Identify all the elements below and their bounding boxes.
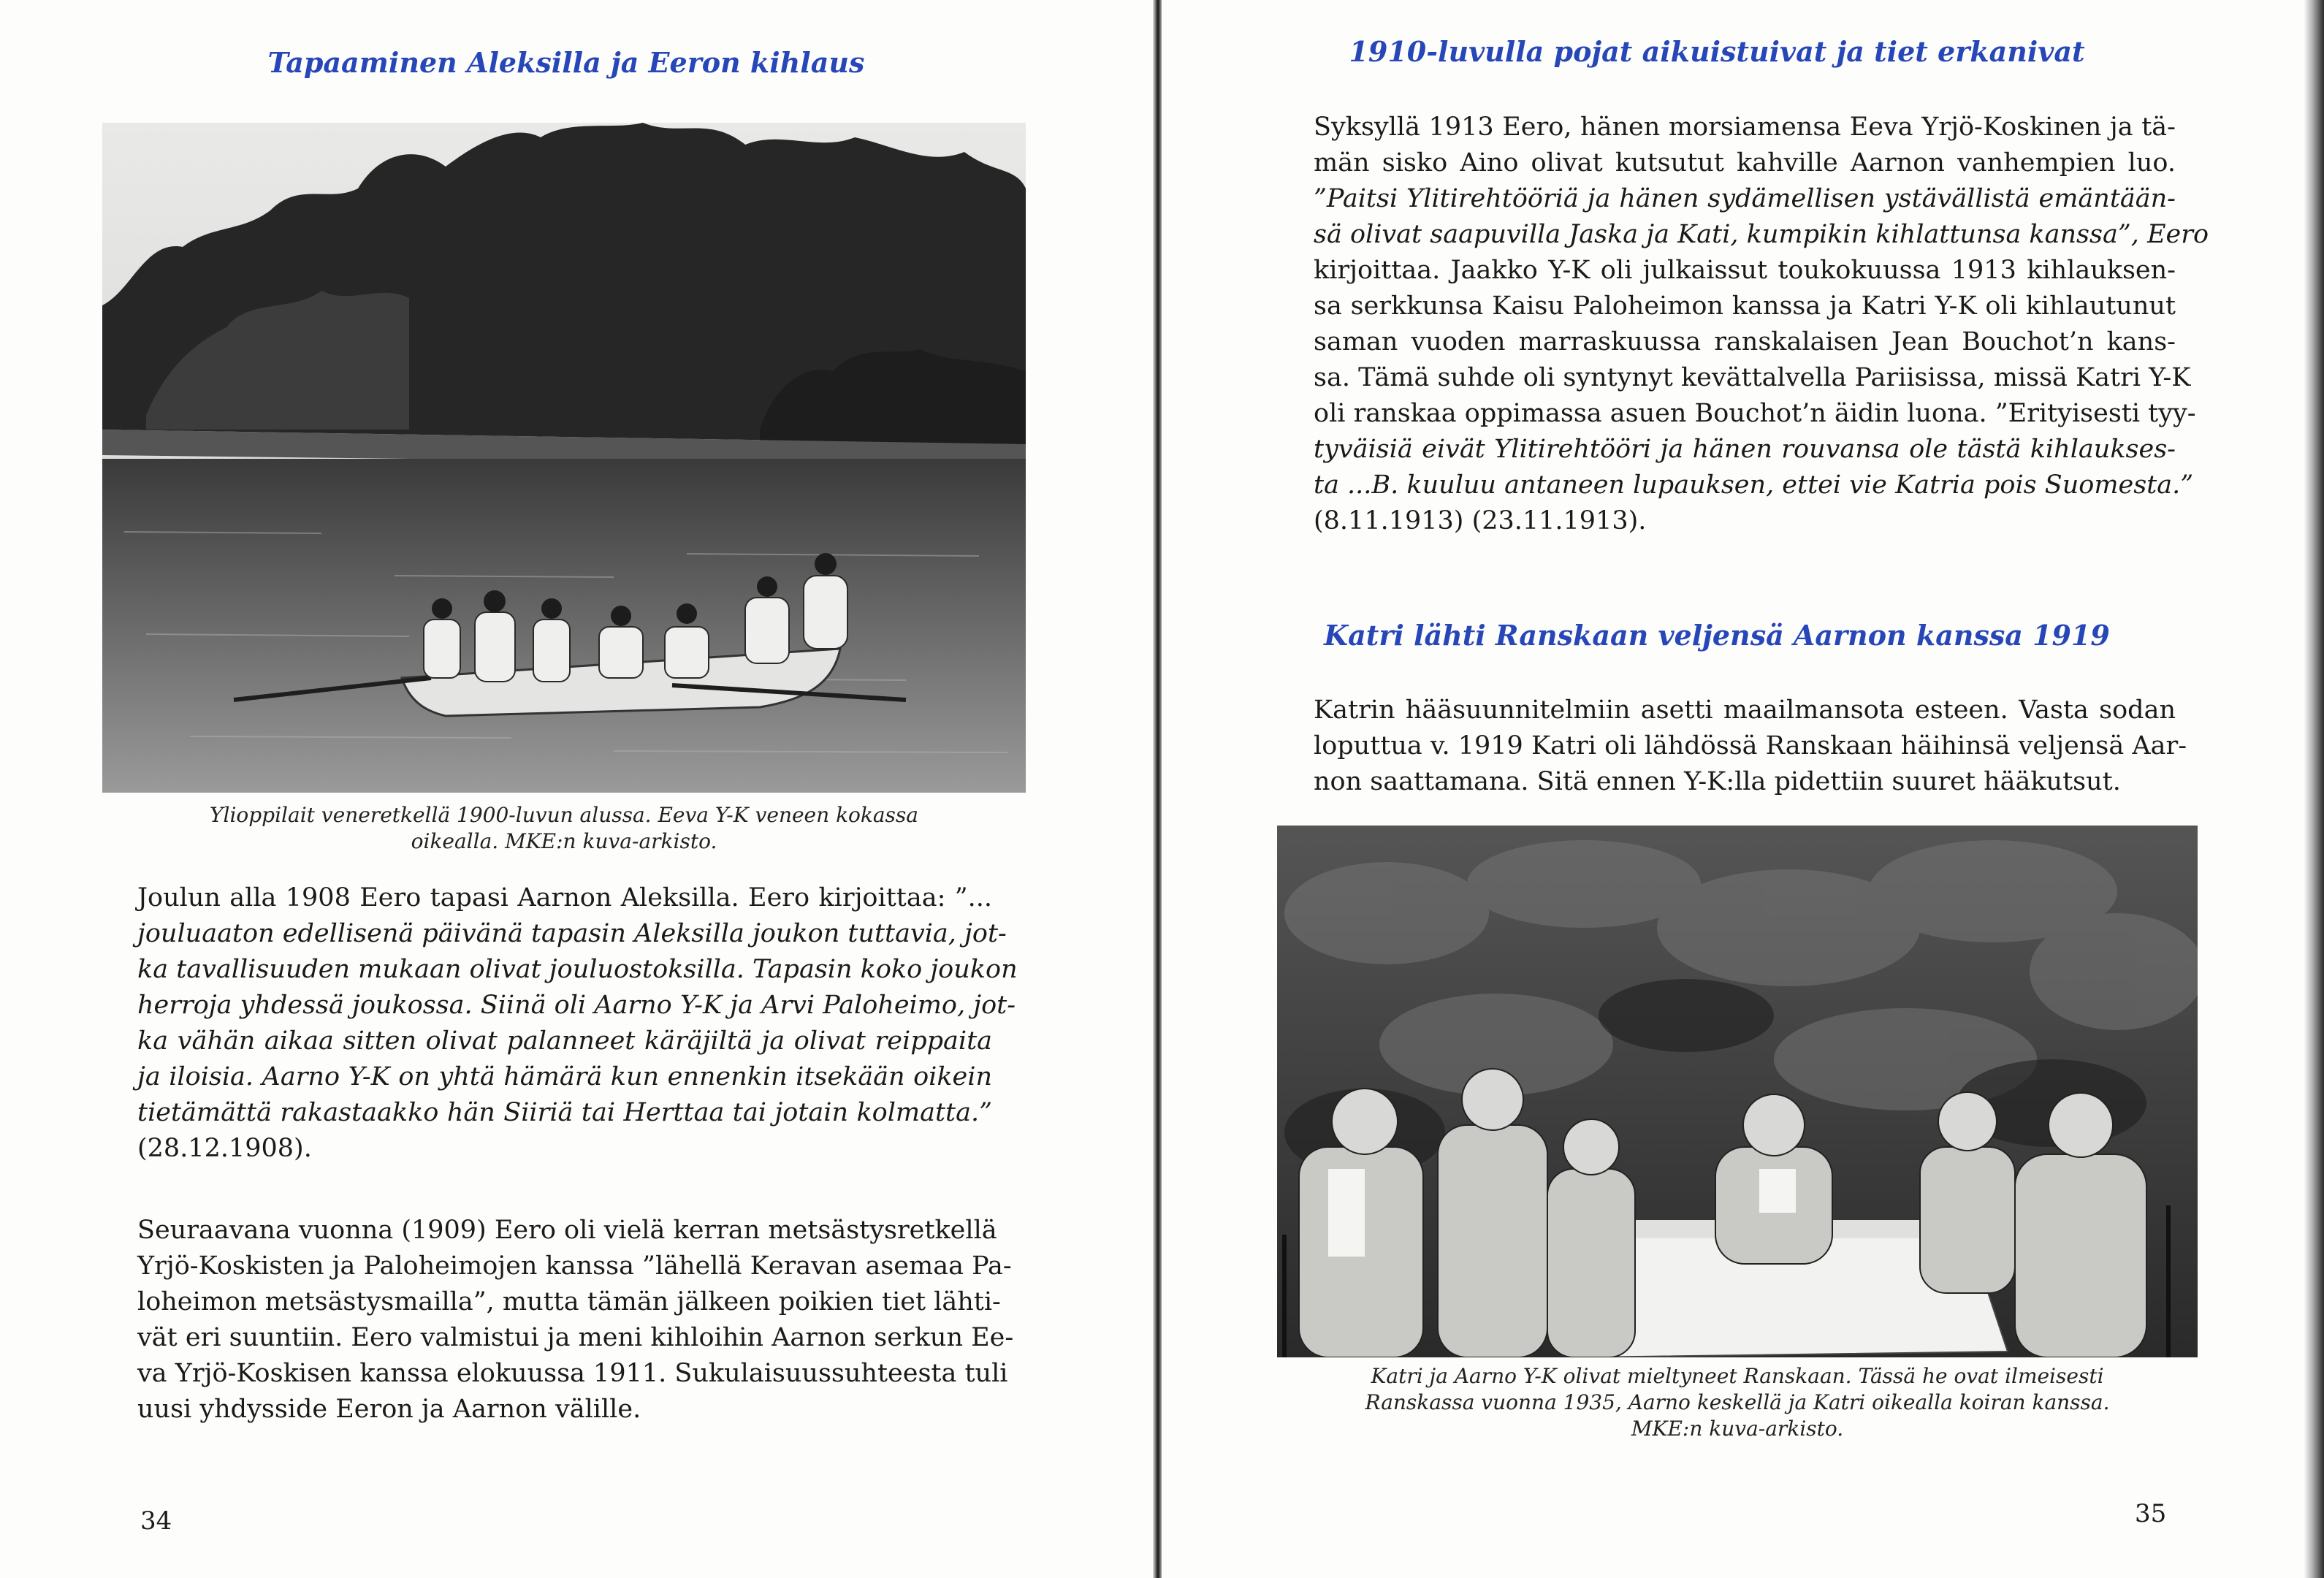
- page-number-right: 35: [2135, 1499, 2167, 1528]
- text-line: ka vähän aikaa sitten olivat palanneet käräjiltä ja olivat reippaita: [137, 1026, 992, 1056]
- text-line: Syksyllä 1913 Eero, hänen morsiamensa Eeva Yrjö-Koskinen ja tä-: [1314, 113, 2176, 142]
- caption-line: Ylioppilait veneretkellä 1900-luvun alussa. Eeva Y-K veneen kokassa: [210, 803, 918, 827]
- right-paragraph-2: [1314, 693, 2187, 800]
- text-line: loputtua v. 1919 Katri oli lähdössä Ranskaan häihinsä veljensä Aar-: [1314, 731, 2187, 761]
- text-line: Katrin hääsuunnitelmiin asetti maailmansota esteen. Vasta sodan: [1314, 695, 2176, 725]
- text-line: non saattamana. Sitä ennen Y-K:lla pidettiin suuret hääkutsut.: [1314, 767, 2121, 796]
- caption-line: MKE:n kuva-arkisto.: [1631, 1417, 1844, 1441]
- text-line: kirjoittaa. Jaakko Y-K oli julkaissut toukokuussa 1913 kihlauksen-: [1314, 256, 2176, 285]
- text-line: vät eri suuntiin. Eero valmistui ja meni kihloihin Aarnon serkun Ee-: [137, 1323, 1014, 1352]
- right-paragraph-1: [1314, 110, 2209, 539]
- text-line: sa serkkunsa Kaisu Paloheimon kanssa ja Katri Y-K oli kihlautunut: [1314, 291, 2176, 321]
- text-line: loheimon metsästysmailla”, mutta tämän jälkeen poikien tiet lähti-: [137, 1287, 1001, 1316]
- right-page-heading-1: 1910-luvulla pojat aikuistuivat ja tiet erkanivat: [1349, 35, 2085, 68]
- text-line: tyväisiä eivät Ylitirehtööri ja hänen rouvansa ole tästä kihlaukses-: [1314, 435, 2176, 464]
- caption-line: oikealla. MKE:n kuva-arkisto.: [411, 829, 717, 853]
- text-line: Joulun alla 1908 Eero tapasi Aarnon Aleksilla. Eero kirjoittaa: ”...: [137, 883, 992, 912]
- right-page: [1162, 0, 2324, 1578]
- text-line: (28.12.1908).: [137, 1134, 312, 1163]
- text-line: ka tavallisuuden mukaan olivat jouluostoksilla. Tapasin koko joukon: [137, 955, 1018, 984]
- text-line: Seuraavana vuonna (1909) Eero oli vielä kerran metsästysretkellä: [137, 1216, 997, 1245]
- rowing-boat-photo-image: [102, 123, 1026, 793]
- photo2-caption: [1277, 1363, 2198, 1442]
- text-line: (8.11.1913) (23.11.1913).: [1314, 506, 1647, 535]
- text-line: tietämättä rakastaakko hän Siiriä tai Herttaa tai jotain kolmatta.”: [137, 1098, 992, 1127]
- photo1-caption: [102, 802, 1026, 855]
- text-line: sä olivat saapuvilla Jaska ja Kati, kumpikin kihlattunsa kanssa”, Eero: [1314, 220, 2209, 249]
- garden-table-photo-image: [1277, 826, 2198, 1357]
- caption-line: Ranskassa vuonna 1935, Aarno keskellä ja Katri oikealla koiran kanssa.: [1365, 1390, 2110, 1414]
- text-line: saman vuoden marraskuussa ranskalaisen Jean Bouchot’n kans-: [1314, 327, 2176, 357]
- book-right-edge: [2304, 0, 2324, 1578]
- text-line: ja iloisia. Aarno Y-K on yhtä hämärä kun ennenkin itsekään oikein: [137, 1062, 992, 1091]
- text-line: herroja yhdessä joukossa. Siinä oli Aarno Y-K ja Arvi Paloheimo, jot-: [137, 991, 1016, 1020]
- text-line: ta ...B. kuuluu antaneen lupauksen, ettei vie Katria pois Suomesta.”: [1314, 470, 2194, 500]
- right-page-heading-2: Katri lähti Ranskaan veljensä Aarnon kanssa 1919: [1324, 619, 2110, 652]
- text-line: va Yrjö-Koskisen kanssa elokuussa 1911. Sukulaisuussuhteesta tuli: [137, 1359, 1008, 1388]
- left-paragraph-2: [137, 1213, 1014, 1428]
- caption-line: Katri ja Aarno Y-K olivat mieltyneet Ranskaan. Tässä he ovat ilmeisesti: [1371, 1364, 2104, 1388]
- text-line: jouluaaton edellisenä päivänä tapasin Aleksilla joukon tuttavia, jot-: [137, 919, 1007, 948]
- page-number-left: 34: [140, 1506, 172, 1536]
- text-line: uusi yhdysside Eeron ja Aarnon välille.: [137, 1395, 641, 1424]
- text-line: oli ranskaa oppimassa asuen Bouchot’n äidin luona. ”Erityisesti tyy-: [1314, 399, 2196, 428]
- text-line: sa. Tämä suhde oli syntynyt kevättalvella Pariisissa, missä Katri Y-K: [1314, 363, 2191, 392]
- text-line: män sisko Aino olivat kutsutut kahville Aarnon vanhempien luo.: [1314, 148, 2176, 178]
- text-line: Yrjö-Koskisten ja Paloheimojen kanssa ”lähellä Keravan asemaa Pa-: [137, 1251, 1012, 1281]
- left-paragraph-1: [137, 880, 1018, 1167]
- rowing-boat-photo: [102, 123, 1026, 793]
- left-page: [0, 0, 1154, 1578]
- left-page-heading: Tapaaminen Aleksilla ja Eeron kihlaus: [267, 46, 865, 79]
- text-line: ”Paitsi Ylitirehtööriä ja hänen sydämellisen ystävällistä emäntään-: [1314, 184, 2176, 213]
- garden-table-photo: [1277, 826, 2198, 1357]
